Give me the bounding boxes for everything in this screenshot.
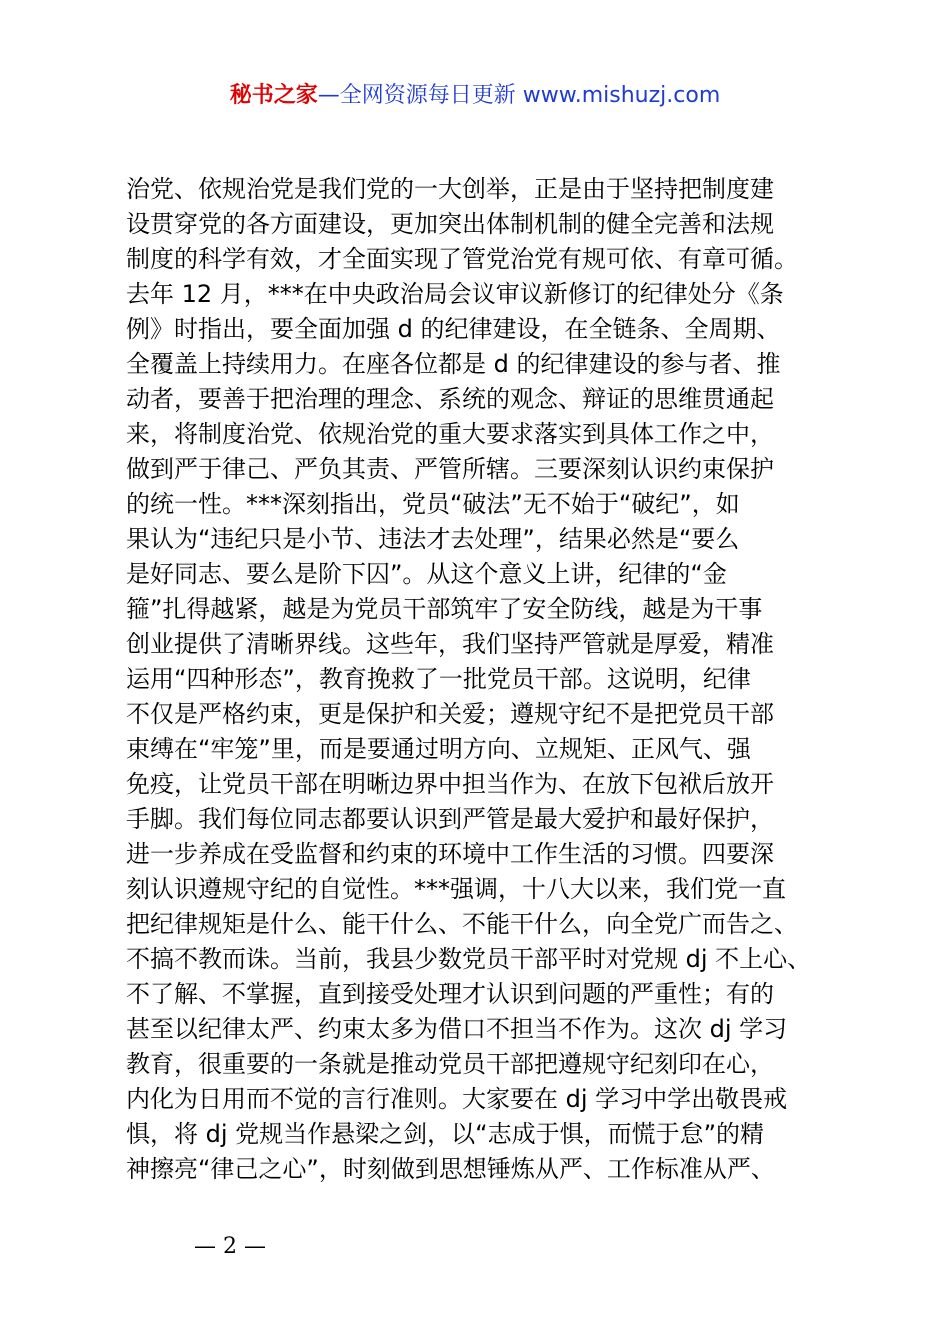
page-number: — 2 — [194, 1234, 266, 1259]
body-line: 做到严于律己、严负其责、严管所辖。三要深刻认识约束保护 [126, 455, 774, 483]
body-line: 治党、依规治党是我们党的一大创举，正是由于坚持把制度建 [126, 175, 774, 203]
body-line: 制度的科学有效，才全面实现了管党治党有规可依、有章可循。 [126, 245, 798, 273]
body-line: 刻认识遵规守纪的自觉性。***强调，十八大以来，我们党一直 [126, 875, 786, 903]
body-line: 箍”扎得越紧，越是为党员干部筑牢了安全防线，越是为干事 [126, 595, 763, 623]
body-line: 例》时指出，要全面加强 d 的纪律建设，在全链条、全周期、 [126, 315, 781, 343]
body-line: 创业提供了清晰界线。这些年，我们坚持严管就是厚爱，精准 [126, 630, 774, 658]
body-line: 不搞不教而诛。当前，我县少数党员干部平时对党规 dj 不上心、 [126, 945, 812, 973]
body-line: 运用“四种形态”，教育挽救了一批党员干部。这说明，纪律 [126, 665, 751, 693]
body-line: 手脚。我们每位同志都要认识到严管是最大爱护和最好保护， [126, 805, 774, 833]
body-line: 果认为“违纪只是小节、违法才去处理”，结果必然是“要么 [126, 525, 740, 553]
body-line: 全覆盖上持续用力。在座各位都是 d 的纪律建设的参与者、推 [126, 350, 781, 378]
body-line: 的统一性。***深刻指出，党员“破法”无不始于“破纪”，如 [126, 490, 740, 518]
body-line: 动者，要善于把治理的理念、系统的观念、辩证的思维贯通起 [126, 385, 774, 413]
body-line: 免疫，让党员干部在明晰边界中担当作为、在放下包袱后放开 [126, 770, 774, 798]
document-body [126, 172, 846, 1187]
body-line: 来，将制度治党、依规治党的重大要求落实到具体工作之中， [126, 420, 774, 448]
body-line: 束缚在“牢笼”里，而是要通过明方向、立规矩、正风气、强 [126, 735, 751, 763]
site-tagline: —全网资源每日更新 www.mishuzj.com [317, 83, 721, 108]
body-line: 去年 12 月，***在中央政治局会议审议新修订的纪律处分《条 [126, 280, 784, 308]
body-line: 是好同志、要么是阶下囚”。从这个意义上讲，纪律的“金 [126, 560, 727, 588]
body-line: 进一步养成在受监督和约束的环境中工作生活的习惯。四要深 [126, 840, 774, 868]
site-brand: 秘书之家 [229, 83, 318, 108]
body-line: 不仅是严格约束，更是保护和关爱；遵规守纪不是把党员干部 [126, 700, 774, 728]
body-line: 甚至以纪律太严、约束太多为借口不担当不作为。这次 dj 学习 [126, 1015, 788, 1043]
body-line: 教育，很重要的一条就是推动党员干部把遵规守纪刻印在心， [126, 1050, 774, 1078]
body-line: 内化为日用而不觉的言行准则。大家要在 dj 学习中学出敬畏戒 [126, 1085, 788, 1113]
body-line: 把纪律规矩是什么、能干什么、不能干什么，向全党广而告之、 [126, 910, 798, 938]
body-line: 不了解、不掌握，直到接受处理才认识到问题的严重性；有的 [126, 980, 774, 1008]
body-line: 惧，将 dj 党规当作悬梁之剑，以“志成于惧，而慌于怠”的精 [126, 1120, 765, 1148]
body-line: 设贯穿党的各方面建设，更加突出体制机制的健全完善和法规 [126, 210, 774, 238]
site-header [0, 80, 950, 112]
body-line: 神擦亮“律己之心”，时刻做到思想锤炼从严、工作标准从严、 [126, 1155, 775, 1183]
